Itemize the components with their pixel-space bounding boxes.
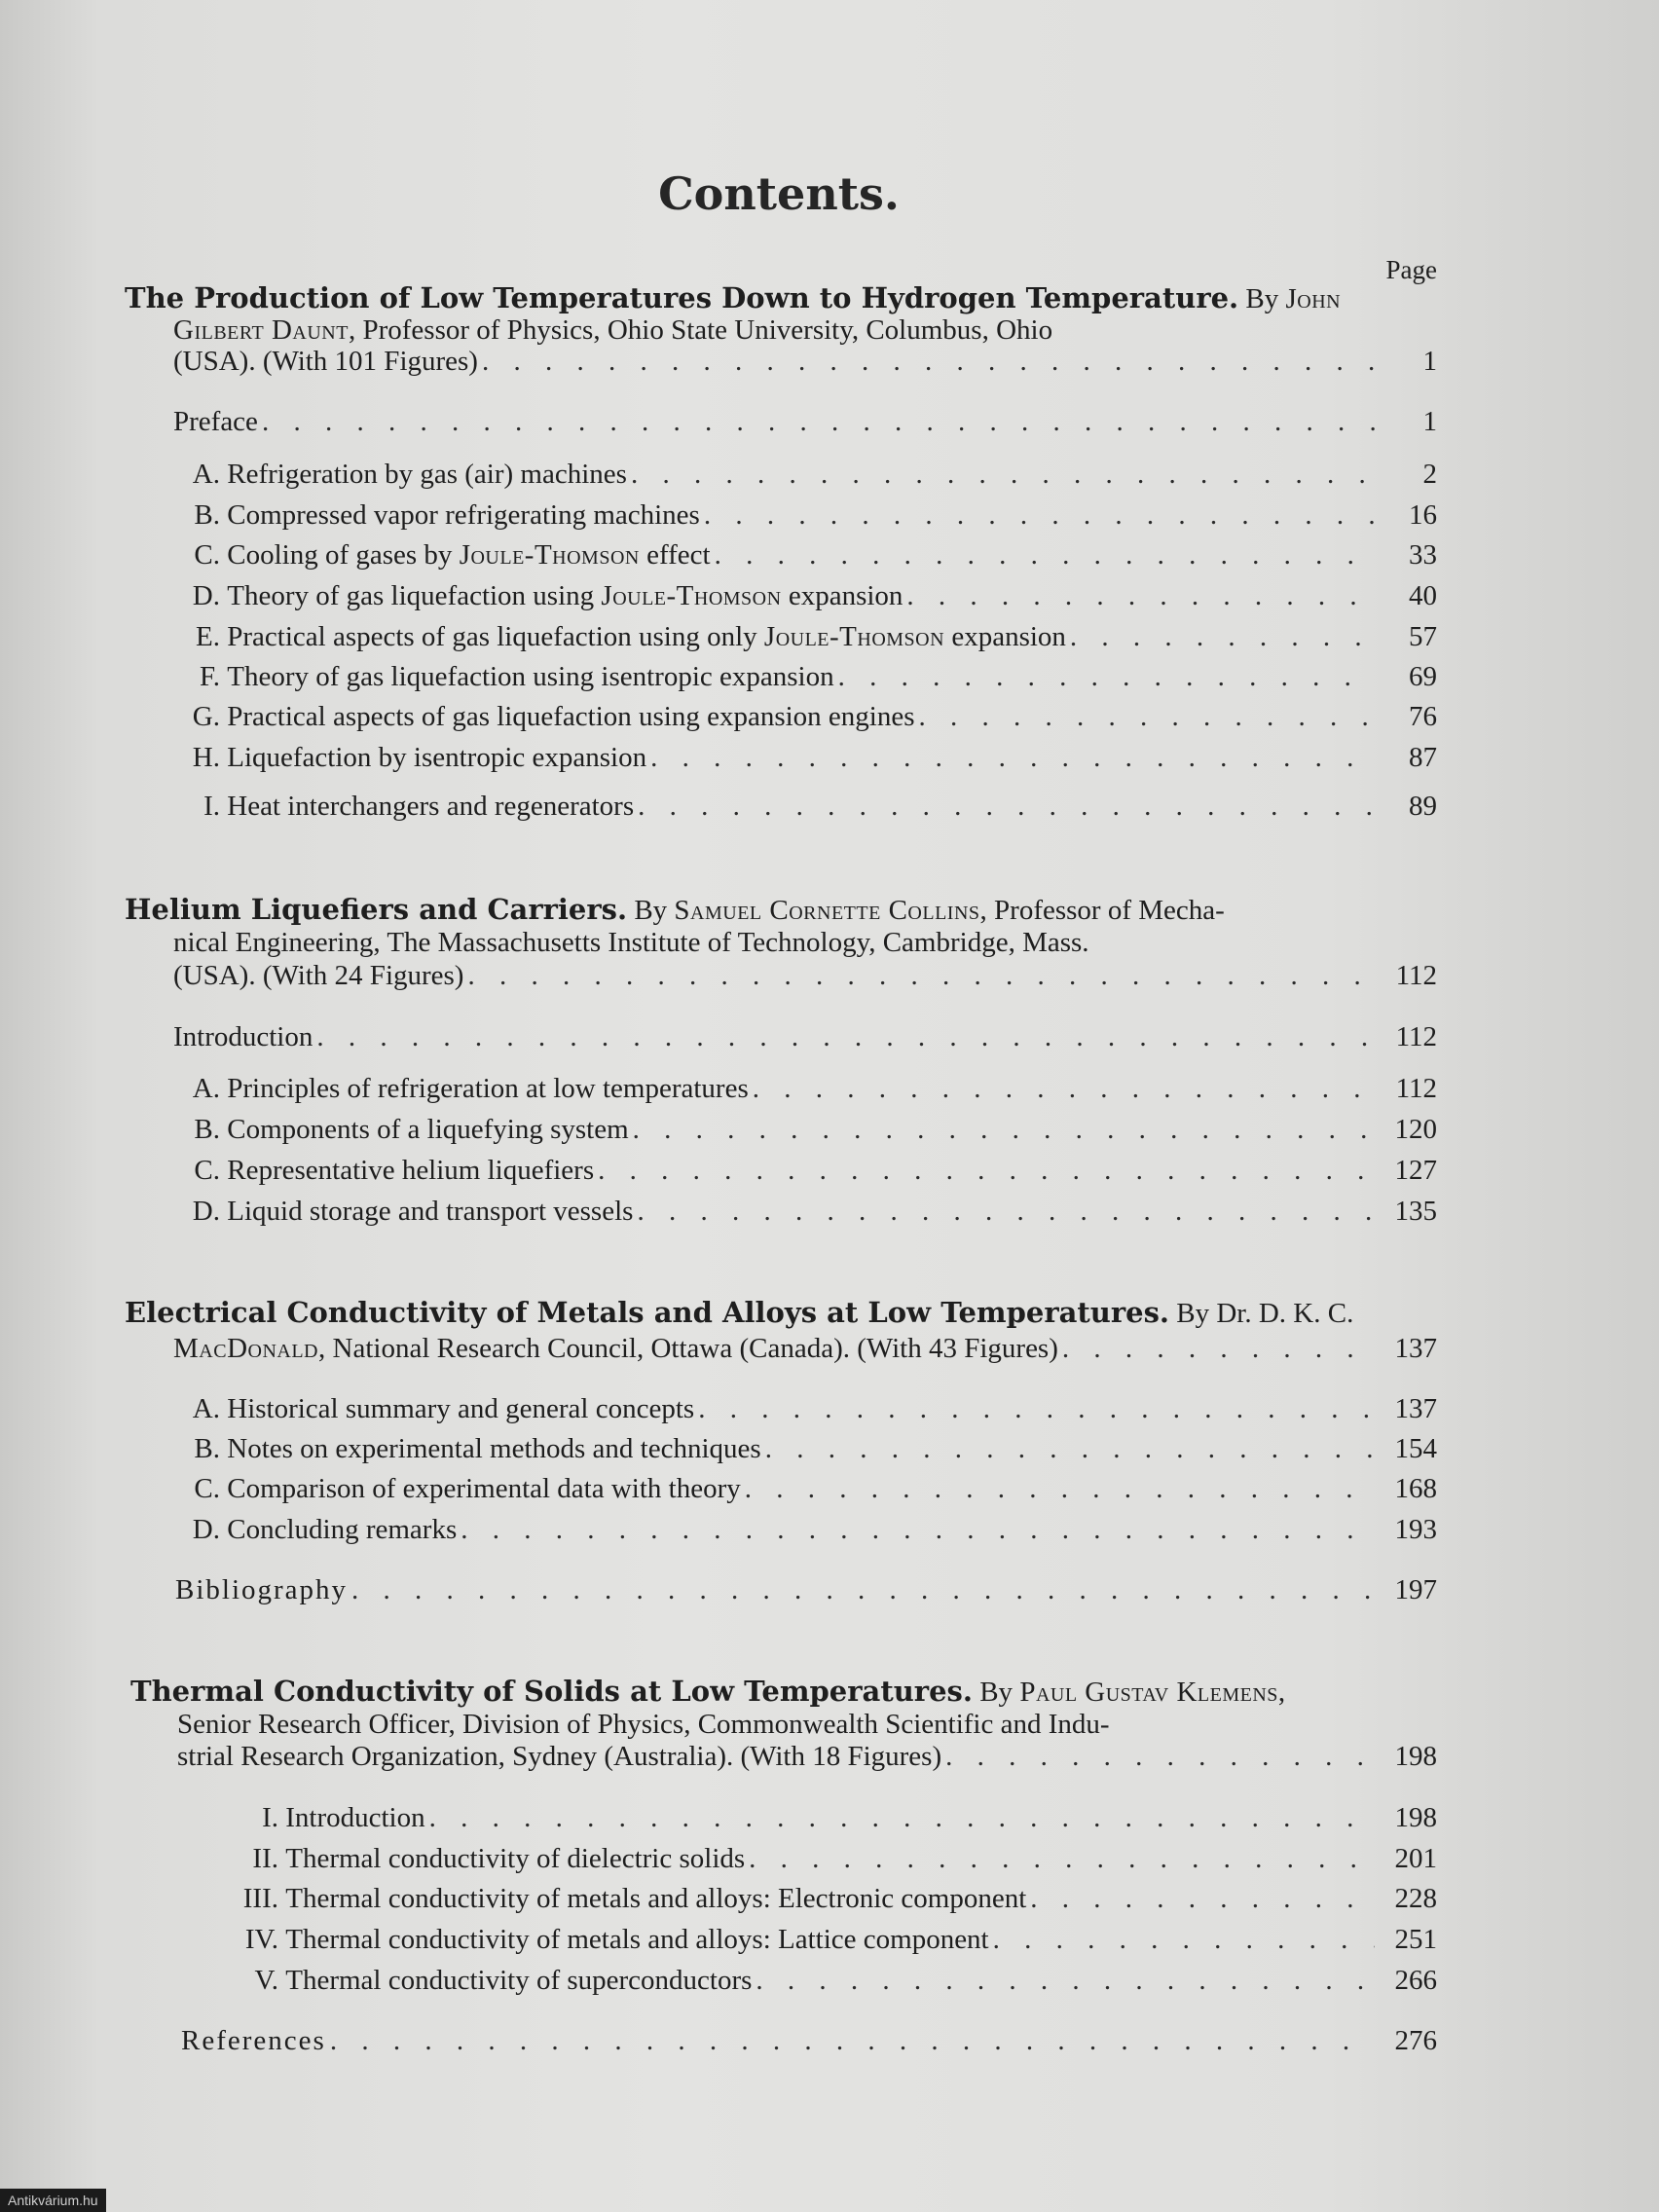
section-1-title: The Production of Low Temperatures Down to Hydrogen Temperature. <box>125 281 1239 314</box>
toc-page: 276 <box>1394 2025 1437 2056</box>
toc-label: References <box>181 2025 326 2056</box>
section-4-title: Thermal Conductivity of Solids at Low Temperatures. <box>130 1675 973 1708</box>
toc-entry[interactable] <box>173 1071 1437 1106</box>
toc-entry[interactable] <box>220 1800 1437 1835</box>
toc-label: Liquefaction by isentropic expansion <box>227 742 647 773</box>
toc-number: A. <box>192 1073 220 1104</box>
section-1-page: 1 <box>1422 346 1437 377</box>
toc-entry[interactable] <box>173 457 1437 492</box>
toc-number: C. <box>194 1155 220 1186</box>
toc-number: IV. <box>244 1924 278 1955</box>
toc-page: 16 <box>1409 499 1437 531</box>
toc-number: D. <box>192 580 220 611</box>
section-2-affil-line2: (USA). (With 24 Figures) <box>173 960 464 991</box>
toc-label: Heat interchangers and regenerators <box>227 791 635 822</box>
leader-dots <box>467 958 1375 993</box>
toc-entry[interactable] <box>220 1841 1437 1876</box>
toc-label: Thermal conductivity of dielectric solids <box>285 1843 746 1874</box>
toc-page: 201 <box>1394 1843 1437 1874</box>
toc-entry[interactable] <box>179 1512 1437 1547</box>
leader-dots <box>1062 1331 1375 1366</box>
section-3-affil-row <box>173 1331 1437 1366</box>
section-4-affil-line1: strial Research Organization, Sydney (Australia). (With 18 Figures) <box>177 1741 942 1772</box>
toc-label: Representative helium liquefiers <box>227 1155 595 1186</box>
section-1-author-rest: Gilbert Daunt <box>173 314 349 346</box>
toc-label: Compressed vapor refrigerating machines <box>227 499 700 531</box>
toc-number: B. <box>194 1114 220 1145</box>
leader-dots <box>765 1431 1375 1466</box>
toc-label: Thermal conductivity of metals and alloys: Electronic component <box>285 1883 1027 1914</box>
section-4-heading: Thermal Conductivity of Solids at Low Temperatures. By Paul Gustav Klemens, <box>130 1675 1286 1708</box>
leader-dots <box>993 1922 1375 1957</box>
section-1-affil-line1: Professor of Physics, Ohio State University, Columbus, Ohio <box>362 314 1053 346</box>
leader-dots <box>598 1153 1375 1188</box>
toc-entry[interactable] <box>173 1019 1437 1054</box>
toc-page: 137 <box>1394 1393 1437 1424</box>
toc-page: 120 <box>1394 1114 1437 1145</box>
section-1-affil-row <box>173 344 1437 379</box>
toc-page: 69 <box>1409 661 1437 692</box>
toc-label: Thermal conductivity of superconductors <box>285 1965 753 1996</box>
section-2-title: Helium Liquefiers and Carriers. <box>125 893 628 926</box>
toc-entry[interactable] <box>173 699 1437 734</box>
toc-number: V. <box>254 1965 278 1996</box>
toc-page: 112 <box>1395 1021 1437 1052</box>
leader-dots <box>650 740 1375 775</box>
toc-number: G. <box>192 701 220 732</box>
section-3-author: MacDonald <box>173 1333 319 1364</box>
toc-entry[interactable] <box>179 1471 1437 1506</box>
section-2-by: By <box>634 895 668 926</box>
toc-entry[interactable] <box>173 619 1437 654</box>
leader-dots <box>749 1841 1375 1876</box>
section-4-affil-line0: Senior Research Officer, Division of Physics, Commonwealth Scientific and Indu- <box>177 1709 1110 1740</box>
leader-dots <box>1070 619 1375 654</box>
toc-entry[interactable] <box>179 1391 1437 1426</box>
toc-label: Liquid storage and transport vessels <box>227 1196 634 1227</box>
toc-page: 40 <box>1409 580 1437 611</box>
section-3-heading <box>125 1297 1353 1330</box>
leader-dots <box>704 498 1375 533</box>
toc-number: III. <box>242 1883 278 1914</box>
leader-dots <box>262 404 1375 439</box>
toc-page: 89 <box>1409 791 1437 822</box>
toc-entry[interactable] <box>173 1112 1437 1147</box>
leader-dots <box>631 457 1375 492</box>
toc-page: 76 <box>1409 701 1437 732</box>
toc-label: Comparison of experimental data with theory <box>227 1473 741 1504</box>
leader-dots <box>715 537 1375 572</box>
section-3-by: By Dr. D. K. C. <box>1176 1298 1354 1329</box>
toc-entry[interactable] <box>173 1153 1437 1188</box>
toc-page: 197 <box>1394 1574 1437 1605</box>
toc-entry[interactable] <box>173 1194 1437 1229</box>
toc-page: 228 <box>1394 1883 1437 1914</box>
toc-page: 127 <box>1394 1155 1437 1186</box>
toc-page: 87 <box>1409 742 1437 773</box>
toc-label: Historical summary and general concepts <box>227 1393 695 1424</box>
toc-label: Practical aspects of gas liquefaction using expansion engines <box>227 701 915 732</box>
leader-dots <box>637 1194 1375 1229</box>
toc-page: 251 <box>1394 1924 1437 1955</box>
toc-entry[interactable] <box>173 498 1437 533</box>
leader-dots <box>745 1471 1375 1506</box>
section-2-page: 112 <box>1395 960 1437 991</box>
leader-dots <box>633 1112 1375 1147</box>
toc-page: 135 <box>1394 1196 1437 1227</box>
section-1-affiliation: Gilbert Daunt, Professor of Physics, Ohio State University, Columbus, Ohio <box>173 314 1053 346</box>
toc-number: H. <box>192 742 220 773</box>
section-2-affil-row <box>173 958 1437 993</box>
toc-label: Theory of gas liquefaction using Joule-Thomson expansion <box>227 580 903 611</box>
toc-label: Principles of refrigeration at low temperatures <box>227 1073 749 1104</box>
toc-label: Refrigeration by gas (air) machines <box>227 459 627 490</box>
section-3-title: Electrical Conductivity of Metals and Alloys at Low Temperatures. <box>125 1296 1170 1329</box>
toc-entry[interactable] <box>173 537 1437 572</box>
toc-number: D. <box>192 1196 220 1227</box>
toc-label: Bibliography <box>175 1574 349 1605</box>
leader-dots <box>482 344 1375 379</box>
section-2-affil-line1: nical Engineering, The Massachusetts Institute of Technology, Cambridge, Mass. <box>173 927 1089 958</box>
toc-entry[interactable] <box>181 2023 1437 2058</box>
section-1-by: By <box>1245 283 1279 314</box>
section-1-heading <box>125 282 1341 315</box>
section-4-page: 198 <box>1394 1741 1437 1772</box>
leader-dots <box>316 1019 1375 1054</box>
toc-label: Concluding remarks <box>227 1514 458 1545</box>
leader-dots <box>330 2023 1375 2058</box>
section-1-author-first: John <box>1285 283 1342 314</box>
leader-dots <box>1030 1881 1375 1916</box>
toc-number: II. <box>252 1843 278 1874</box>
section-2-heading: Helium Liquefiers and Carriers. By Samuel Cornette Collins, Professor of Mecha- <box>125 893 1225 926</box>
toc-entry[interactable] <box>220 1881 1437 1916</box>
section-4-author: Paul Gustav Klemens <box>1019 1677 1278 1708</box>
toc-entry[interactable] <box>173 789 1437 824</box>
toc-number: A. <box>192 459 220 490</box>
toc-number: E. <box>196 621 220 652</box>
leader-dots <box>945 1739 1375 1774</box>
toc-page: 266 <box>1394 1965 1437 1996</box>
leader-dots <box>429 1800 1375 1835</box>
leader-dots <box>838 659 1375 694</box>
section-1-affil-line2: (USA). (With 101 Figures) <box>173 346 478 377</box>
watermark: Antikvárium.hu <box>0 2189 106 2212</box>
leader-dots <box>906 578 1375 613</box>
toc-page: 2 <box>1422 459 1437 490</box>
leader-dots <box>756 1963 1375 1998</box>
toc-number: D. <box>192 1514 220 1545</box>
toc-label: Theory of gas liquefaction using isentropic expansion <box>227 661 834 692</box>
section-3-affiliation: MacDonald, National Research Council, Ottawa (Canada). (With 43 Figures) <box>173 1333 1058 1364</box>
toc-number: A. <box>192 1393 220 1424</box>
toc-entry[interactable] <box>173 740 1437 775</box>
toc-page: 57 <box>1409 621 1437 652</box>
section-4-affil-row <box>177 1739 1437 1774</box>
page-column-heading: Page <box>1385 255 1437 284</box>
toc-page: 198 <box>1394 1802 1437 1833</box>
toc-label: Introduction <box>173 1021 313 1052</box>
section-3-page: 137 <box>1394 1333 1437 1364</box>
toc-page: 1 <box>1422 406 1437 437</box>
toc-label: Thermal conductivity of metals and alloys: Lattice component <box>285 1924 989 1955</box>
section-2-author: Samuel Cornette Collins <box>674 895 980 926</box>
toc-page: 112 <box>1395 1073 1437 1104</box>
toc-number: B. <box>194 499 220 531</box>
toc-entry[interactable] <box>175 1572 1437 1607</box>
section-3-affil-line1: National Research Council, Ottawa (Canada). (With 43 Figures) <box>332 1333 1058 1364</box>
toc-number: I. <box>203 791 220 822</box>
toc-page: 154 <box>1394 1433 1437 1464</box>
leader-dots <box>461 1512 1375 1547</box>
toc-label: Notes on experimental methods and techniques <box>227 1433 761 1464</box>
toc-entry[interactable] <box>173 578 1437 613</box>
leader-dots <box>351 1572 1375 1607</box>
toc-number: C. <box>194 1473 220 1504</box>
leader-dots <box>638 789 1375 824</box>
toc-number: C. <box>194 539 220 571</box>
leader-dots <box>698 1391 1375 1426</box>
toc-entry[interactable] <box>179 1431 1437 1466</box>
toc-label: Components of a liquefying system <box>227 1114 629 1145</box>
leader-dots <box>919 699 1375 734</box>
toc-entry[interactable] <box>173 659 1437 694</box>
toc-page: 193 <box>1394 1514 1437 1545</box>
toc-number: B. <box>194 1433 220 1464</box>
section-2-affil-line0: Professor of Mecha- <box>994 895 1225 926</box>
section-4-by: By <box>979 1677 1014 1708</box>
toc-entry[interactable] <box>220 1922 1437 1957</box>
leader-dots <box>753 1071 1375 1106</box>
toc-label: Introduction <box>285 1802 425 1833</box>
toc-entry[interactable] <box>173 404 1437 439</box>
toc-label: Preface <box>173 406 258 437</box>
toc-number: I. <box>262 1802 278 1833</box>
toc-page: 168 <box>1394 1473 1437 1504</box>
toc-number: F. <box>199 661 220 692</box>
toc-label: Practical aspects of gas liquefaction using only Joule-Thomson expansion <box>227 621 1066 652</box>
toc-label: Cooling of gases by Joule-Thomson effect <box>227 539 711 571</box>
toc-page: 33 <box>1409 539 1437 571</box>
page-title: Contents. <box>658 167 900 220</box>
toc-entry[interactable] <box>220 1963 1437 1998</box>
